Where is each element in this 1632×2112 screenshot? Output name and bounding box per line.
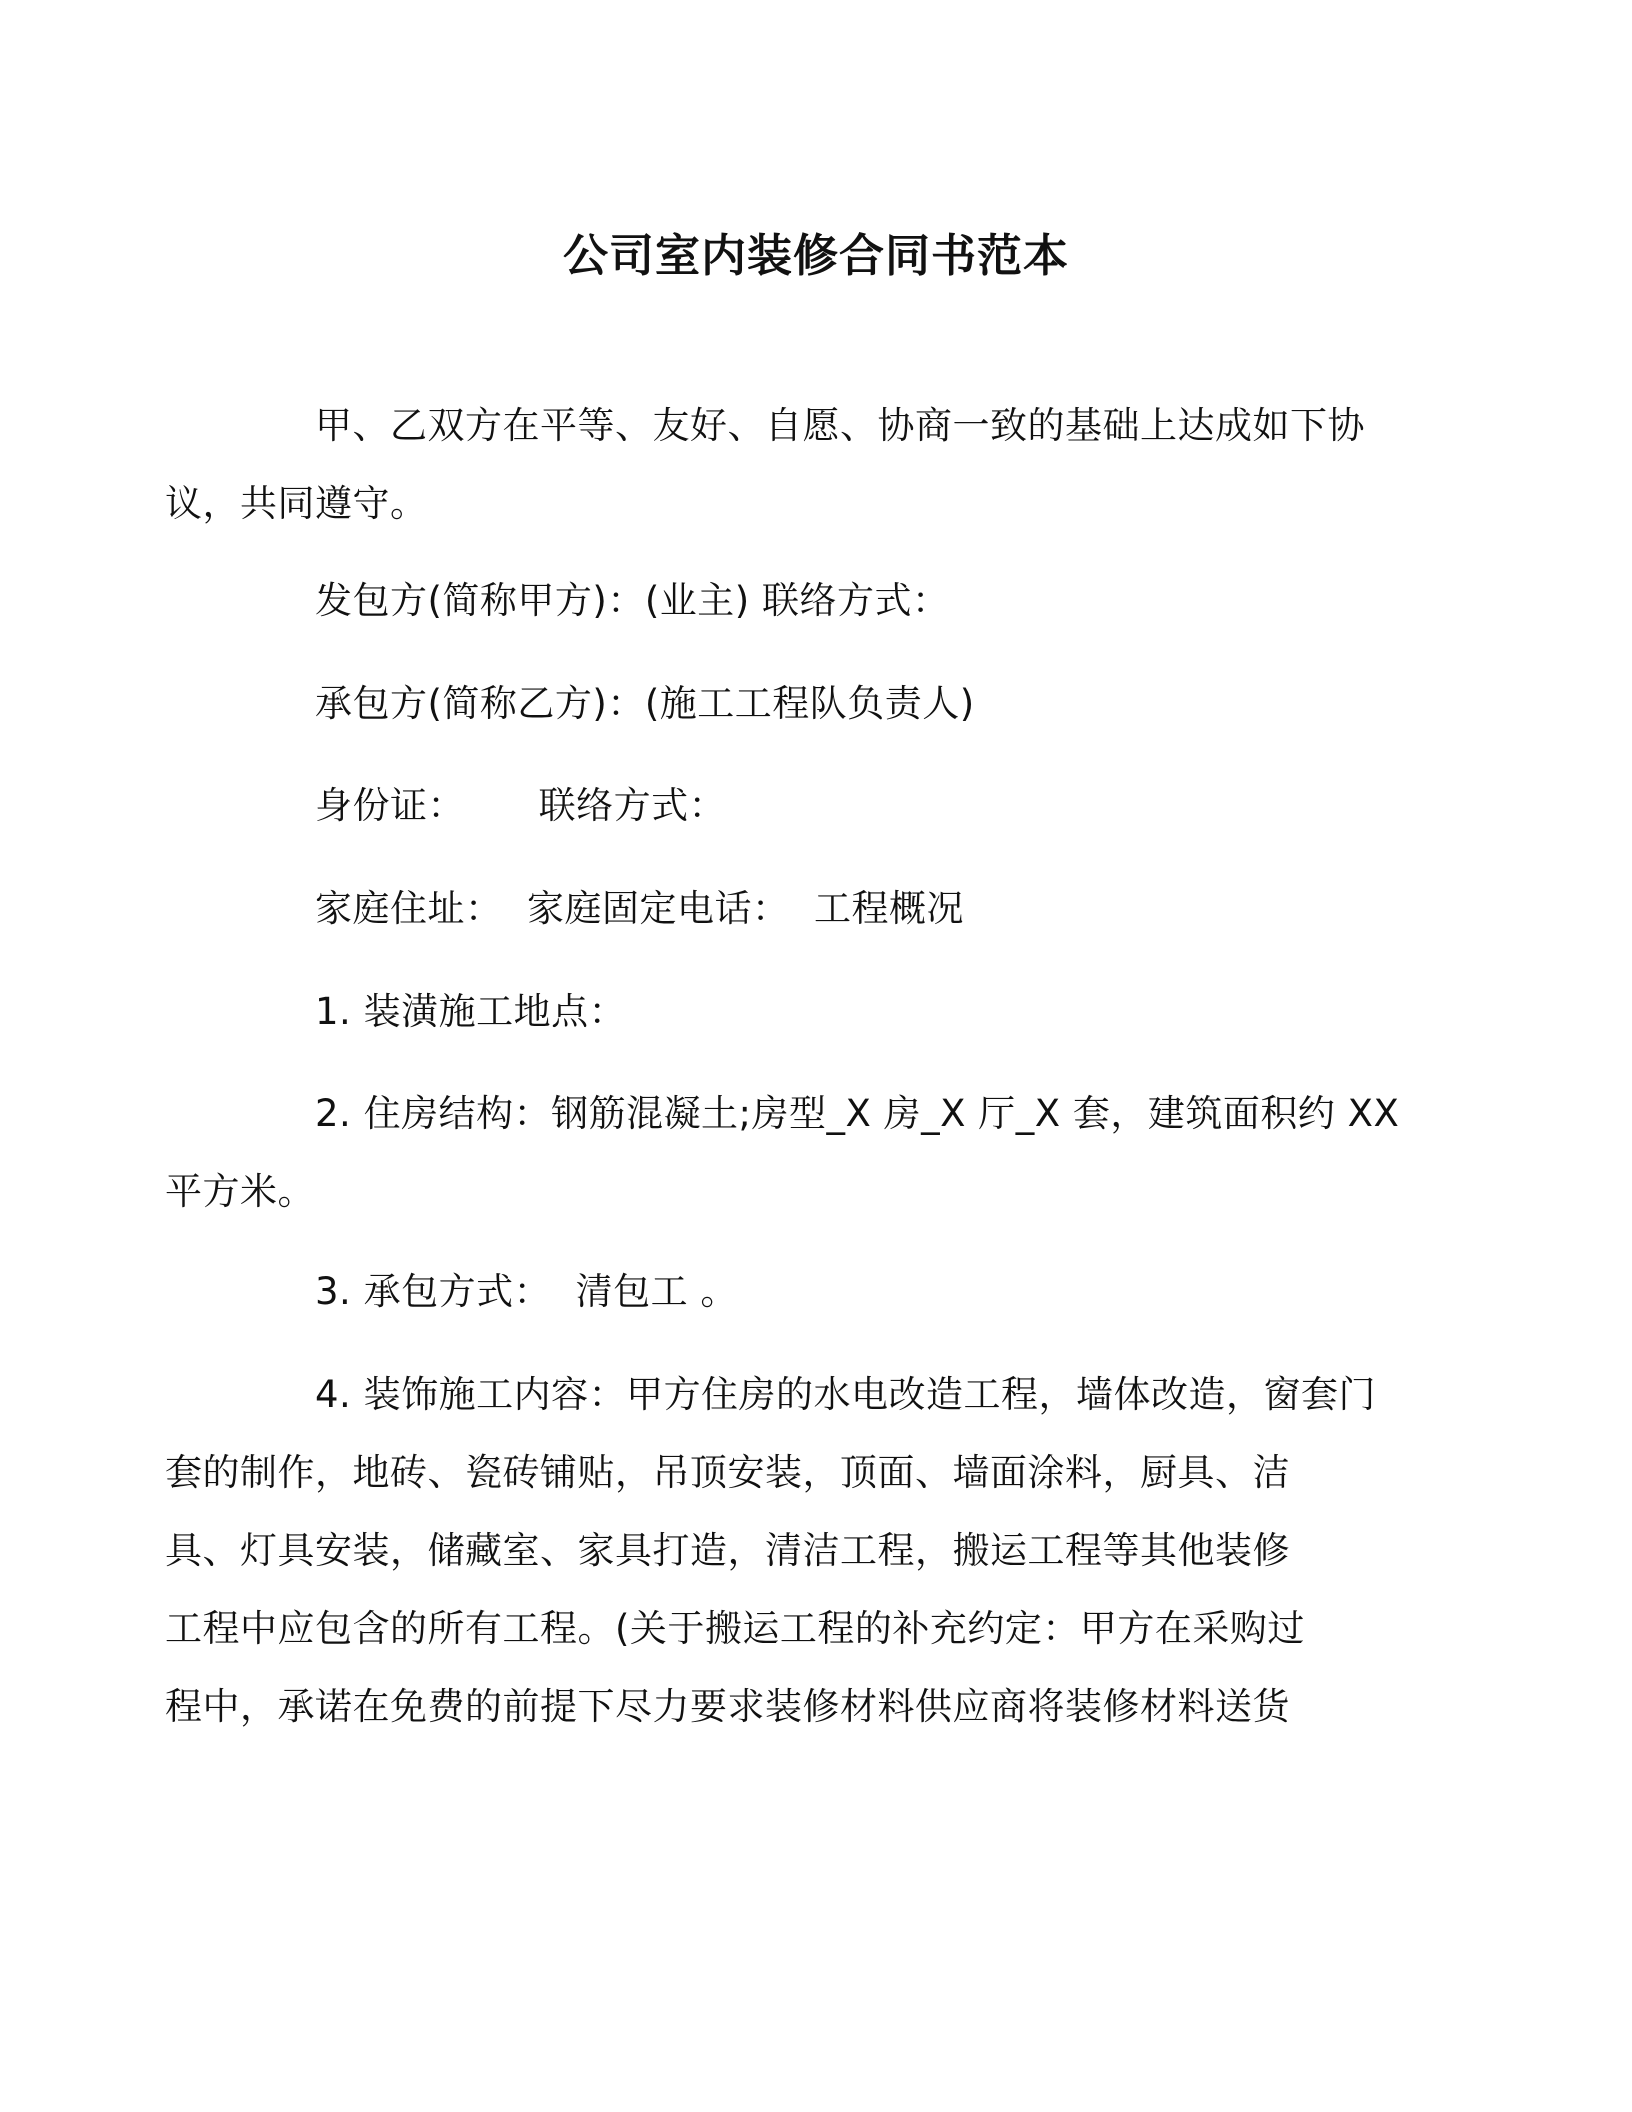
paragraph-item-3: [240, 1253, 1380, 1331]
paragraph-home-address: [240, 870, 1380, 948]
paragraph-line: 4. 装饰施工内容：甲方住房的水电改造工程，墙体改造，窗套门: [315, 1373, 1377, 1416]
paragraph-line: 家庭住址： 家庭固定电话： 工程概况: [315, 887, 965, 930]
paragraph-item-1: [240, 973, 1380, 1051]
paragraph-line: 具、灯具安装，储藏室、家具打造，清洁工程，搬运工程等其他装修: [165, 1529, 1290, 1572]
paragraph-line: 身份证： 联络方式：: [315, 784, 727, 827]
paragraph-intro: [165, 387, 1380, 543]
paragraph-line: 1. 装潢施工地点：: [315, 990, 627, 1033]
paragraph-line: 平方米。: [165, 1170, 315, 1213]
paragraph-line: 议，共同遵守。: [165, 482, 428, 525]
paragraph-line: 3. 承包方式： 清包工 。: [315, 1270, 738, 1313]
paragraph-item-4: [165, 1356, 1380, 1746]
paragraph-id-card: [240, 767, 1380, 845]
paragraph-party-b: [240, 665, 1380, 743]
paragraph-line: 发包方(简称甲方)：(业主) 联络方式：: [315, 579, 950, 622]
paragraph-line: 承包方(简称乙方)：(施工工程队负责人): [315, 682, 975, 725]
paragraph-item-2: [165, 1075, 1400, 1231]
paragraph-party-a: [240, 562, 1380, 640]
paragraph-line: 工程中应包含的所有工程。(关于搬运工程的补充约定：甲方在采购过: [165, 1607, 1305, 1650]
paragraph-line: 程中，承诺在免费的前提下尽力要求装修材料供应商将装修材料送货: [165, 1685, 1290, 1728]
paragraph-line: 甲、乙双方在平等、友好、自愿、协商一致的基础上达成如下协: [315, 404, 1365, 447]
paragraph-line: 套的制作，地砖、瓷砖铺贴，吊顶安装，顶面、墙面涂料，厨具、洁: [165, 1451, 1290, 1494]
document-title: 公司室内装修合同书范本: [562, 229, 1069, 282]
paragraph-line: 2. 住房结构：钢筋混凝土;房型_X 房_X 厅_X 套，建筑面积约 XX: [315, 1092, 1400, 1135]
